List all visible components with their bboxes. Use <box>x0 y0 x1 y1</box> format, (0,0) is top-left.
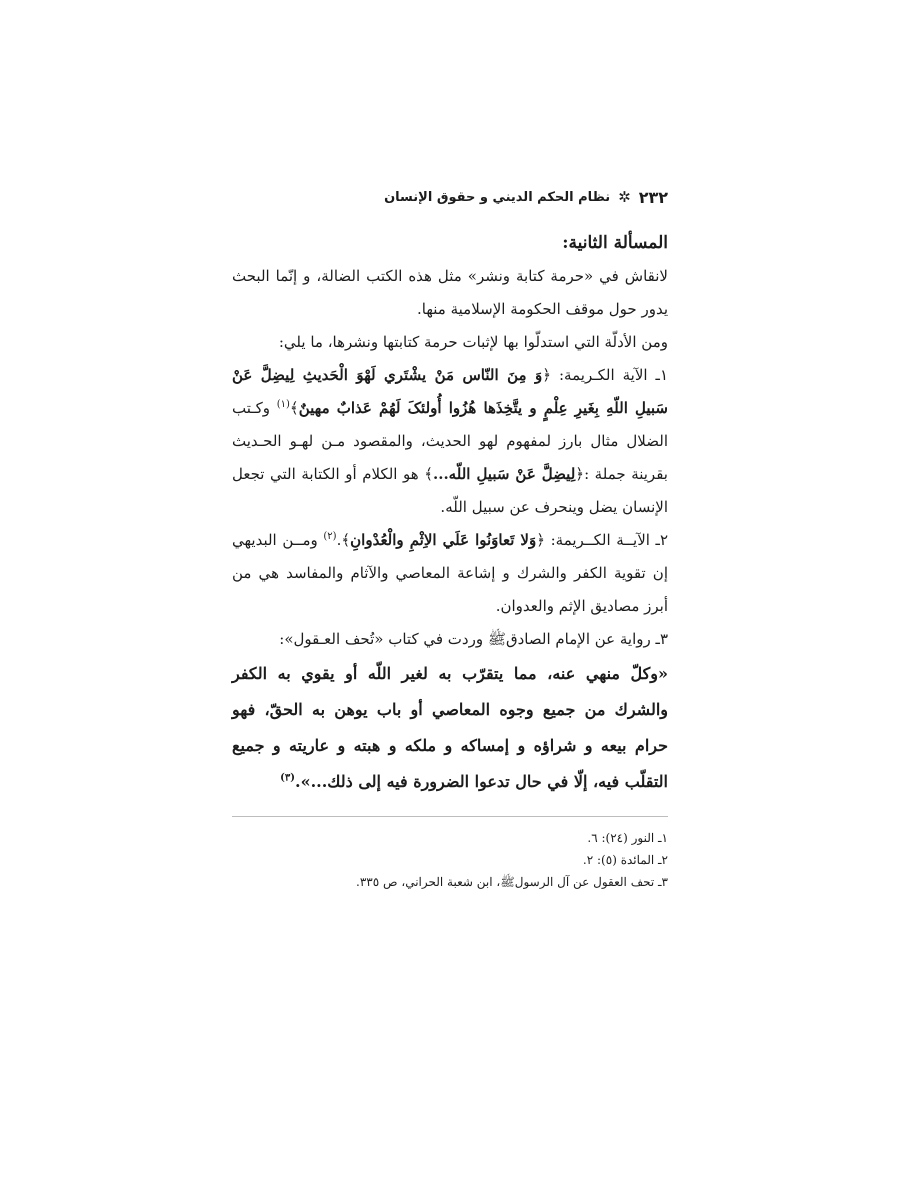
item-1-verse-2: لِيضِلَّ عَنْ سَبيلِ اللّه... <box>433 465 576 483</box>
item-1-verse: وَ مِنَ النّاس مَنْ يشْتَري لَهْوَ الْحَديثِ لِيضِلَّ عَنْ سَبيلِ اللّهِ بِغَيرِ عِلْمٍ و يتَّخِذَها هُزُوا أُولئکَ لَهُمْ عَذابٌ مهينٌ <box>232 366 668 417</box>
item-2-verse: وَلا تَعاوَنُوا عَلَي الاِثْمِ والْعُدْوانِ <box>350 531 537 549</box>
item-2-prefix: ٢ـ الآيــة الكــريمة: ﴿ <box>536 531 668 549</box>
item-2-close: ﴾. <box>336 531 351 549</box>
item-1-prefix: ١ـ الآية الكـريمة: ﴿ <box>542 366 669 384</box>
footnote-ref-3: (٣) <box>280 772 295 784</box>
evidence-item-3: ٣ـ رواية عن الإمام الصادقﷺ وردت في كتاب «تُحف العـقول»: <box>279 630 668 648</box>
footnote-1: ١ـ النور (٢٤): ٦. <box>587 831 668 845</box>
book-page <box>232 180 668 893</box>
hadith-quote <box>232 656 668 800</box>
evidence-item-1 <box>232 359 668 524</box>
footnote-ref-1: (١) <box>276 399 290 410</box>
footnote-ref-2: (٢) <box>323 531 337 542</box>
quote-text: «وكلّ منهي عنه، مما يتقرّب به لغير اللّه أو يقوي به الكفر والشرك من جميع وجوه المعاصي أو باب يوهن به الحقّ، فهو حرام بيعه و شراؤه و إمساكه و ملكه و هبته و عاريته و جميع التقلّب فيه، إلّا في حال تدعوا الضرورة فيه إلى ذلك...». <box>232 664 668 791</box>
footnotes <box>232 827 668 893</box>
item-1-rest-a: وكـتب الضلال مثال بارز لمفهوم لهو الحديث، والمقصود مـن لهـو الحـديث بقرينة جملة :﴿ <box>232 399 668 483</box>
paragraph-1: لانقاش في «حرمة كتابة ونشر» مثل هذه الكتب الضالة، و إنّما البحث يدور حول موقف الحكومة الإسلامية منها. <box>232 267 668 318</box>
page-number: ٢٣٢ <box>638 187 668 207</box>
star-ornament-icon: ✲ <box>618 188 631 206</box>
item-1-rest-b: ﴾ هو الكلام أو الكتابة التي تجعل الإنسان يضل وينحرف عن سبيل اللّه. <box>232 465 668 516</box>
footnote-divider <box>232 816 668 817</box>
section-heading: المسألة الثانية: <box>562 233 668 253</box>
running-header <box>232 180 668 214</box>
footnote-2: ٢ـ المائدة (٥): ٢. <box>582 853 668 867</box>
paragraph-2: ومن الأدلّة التي استدلّوا بها لإثبات حرمة كتابتها ونشرها، ما يلي: <box>278 333 668 351</box>
item-1-close: ﴾ <box>289 399 299 417</box>
item-2-rest: ومــن البديهي إن تقوية الكفر والشرك و إشاعة المعاصي والآثام والمفاسد هي من أبرز مصاديق الإثم والعدوان. <box>232 531 668 615</box>
book-title: نظام الحكم الديني و حقوق الإنسان <box>384 189 611 205</box>
footnote-3: ٣ـ تحف العقول عن آل الرسولﷺ، ابن شعبة الحراني، ص ٣٣٥. <box>356 875 668 889</box>
evidence-item-2 <box>232 524 668 623</box>
